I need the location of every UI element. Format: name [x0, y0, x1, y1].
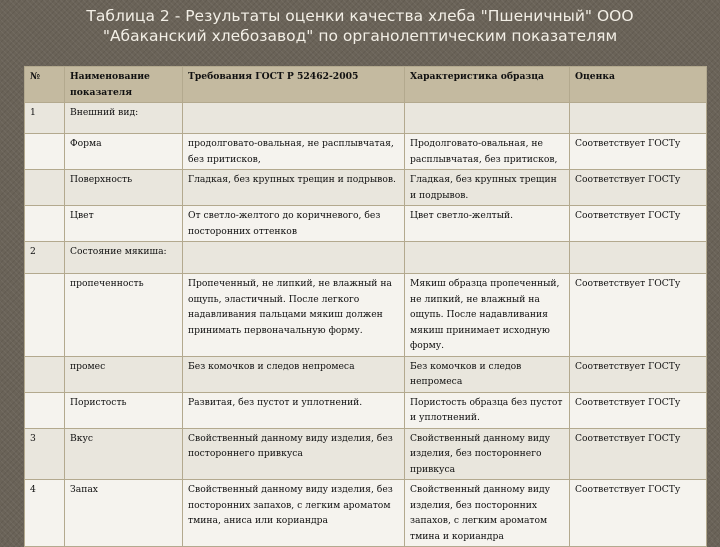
cell-number — [25, 356, 65, 392]
cell-number: 2 — [25, 242, 65, 274]
cell-indicator-name: Пористость — [65, 392, 183, 428]
cell-sample-characteristic: Свойственный данному виду изделия, без постороннего привкуса — [405, 428, 570, 480]
page-title — [0, 6, 720, 66]
header-sample-characteristics: Характеристика образца — [405, 67, 570, 103]
header-gost-requirements: Требования ГОСТ Р 52462-2005 — [183, 67, 405, 103]
cell-gost-requirement: Пропеченный, не липкий, не влажный на ощупь, эластичный. После легкого надавливания пальцами мякиш должен принимать первоначальную форму. — [183, 274, 405, 357]
results-table — [24, 66, 707, 547]
cell-grade: Соответствует ГОСТу — [570, 274, 707, 357]
cell-indicator-name: Запах — [65, 480, 183, 547]
cell-number: 4 — [25, 480, 65, 547]
cell-sample-characteristic: Гладкая, без крупных трещин и подрывов. — [405, 170, 570, 206]
title-line-2: "Абаканский хлебозавод" по органолептическим показателям — [102, 27, 618, 45]
cell-grade: Соответствует ГОСТу — [570, 356, 707, 392]
cell-number — [25, 134, 65, 170]
cell-number — [25, 206, 65, 242]
table-row — [25, 206, 707, 242]
cell-sample-characteristic: Пористость образца без пустот и уплотнений. — [405, 392, 570, 428]
cell-gost-requirement: Без комочков и следов непромеса — [183, 356, 405, 392]
cell-number: 1 — [25, 103, 65, 134]
cell-gost-requirement — [183, 242, 405, 274]
cell-number — [25, 392, 65, 428]
header-grade: Оценка — [570, 67, 707, 103]
table-row — [25, 356, 707, 392]
cell-sample-characteristic: Свойственный данному виду изделия, без посторонних запахов, с легким ароматом тмина и кориандра — [405, 480, 570, 547]
table-row — [25, 103, 707, 134]
cell-gost-requirement: Свойственный данному виду изделия, без постороннего привкуса — [183, 428, 405, 480]
cell-number — [25, 274, 65, 357]
table-row — [25, 392, 707, 428]
cell-grade: Соответствует ГОСТу — [570, 392, 707, 428]
cell-indicator-name: Форма — [65, 134, 183, 170]
table-row — [25, 134, 707, 170]
header-indicator-name: Наименование показателя — [65, 67, 183, 103]
title-line-1: Таблица 2 - Результаты оценки качества хлеба "Пшеничный" ООО — [86, 7, 634, 25]
table-row — [25, 480, 707, 547]
cell-sample-characteristic: Мякиш образца пропеченный, не липкий, не влажный на ощупь. После надавливания мякиш принимает исходную форму. — [405, 274, 570, 357]
cell-sample-characteristic — [405, 103, 570, 134]
cell-indicator-name: Поверхность — [65, 170, 183, 206]
cell-grade — [570, 103, 707, 134]
table-header-row — [25, 67, 707, 103]
cell-gost-requirement: От светло-желтого до коричневого, без посторонних оттенков — [183, 206, 405, 242]
cell-indicator-name: Вкус — [65, 428, 183, 480]
cell-number — [25, 170, 65, 206]
table-body — [25, 103, 707, 547]
cell-gost-requirement: Развитая, без пустот и уплотнений. — [183, 392, 405, 428]
cell-gost-requirement: Гладкая, без крупных трещин и подрывов. — [183, 170, 405, 206]
cell-gost-requirement: продолговато-овальная, не расплывчатая, без притисков, — [183, 134, 405, 170]
table-row — [25, 428, 707, 480]
cell-sample-characteristic: Без комочков и следов непромеса — [405, 356, 570, 392]
cell-grade: Соответствует ГОСТу — [570, 206, 707, 242]
cell-indicator-name: промес — [65, 356, 183, 392]
cell-indicator-name: пропеченность — [65, 274, 183, 357]
cell-indicator-name: Цвет — [65, 206, 183, 242]
cell-indicator-name: Состояние мякиша: — [65, 242, 183, 274]
table-row — [25, 170, 707, 206]
cell-indicator-name: Внешний вид: — [65, 103, 183, 134]
header-number: № — [25, 67, 65, 103]
cell-gost-requirement — [183, 103, 405, 134]
cell-number: 3 — [25, 428, 65, 480]
cell-gost-requirement: Свойственный данному виду изделия, без посторонних запахов, с легким ароматом тмина, аниса или кориандра — [183, 480, 405, 547]
table-row — [25, 274, 707, 357]
cell-sample-characteristic — [405, 242, 570, 274]
cell-grade: Соответствует ГОСТу — [570, 480, 707, 547]
cell-grade: Соответствует ГОСТу — [570, 170, 707, 206]
cell-sample-characteristic: Продолговато-овальная, не расплывчатая, без притисков, — [405, 134, 570, 170]
cell-grade: Соответствует ГОСТу — [570, 428, 707, 480]
table-row — [25, 242, 707, 274]
cell-grade: Соответствует ГОСТу — [570, 134, 707, 170]
cell-sample-characteristic: Цвет светло-желтый. — [405, 206, 570, 242]
cell-grade — [570, 242, 707, 274]
